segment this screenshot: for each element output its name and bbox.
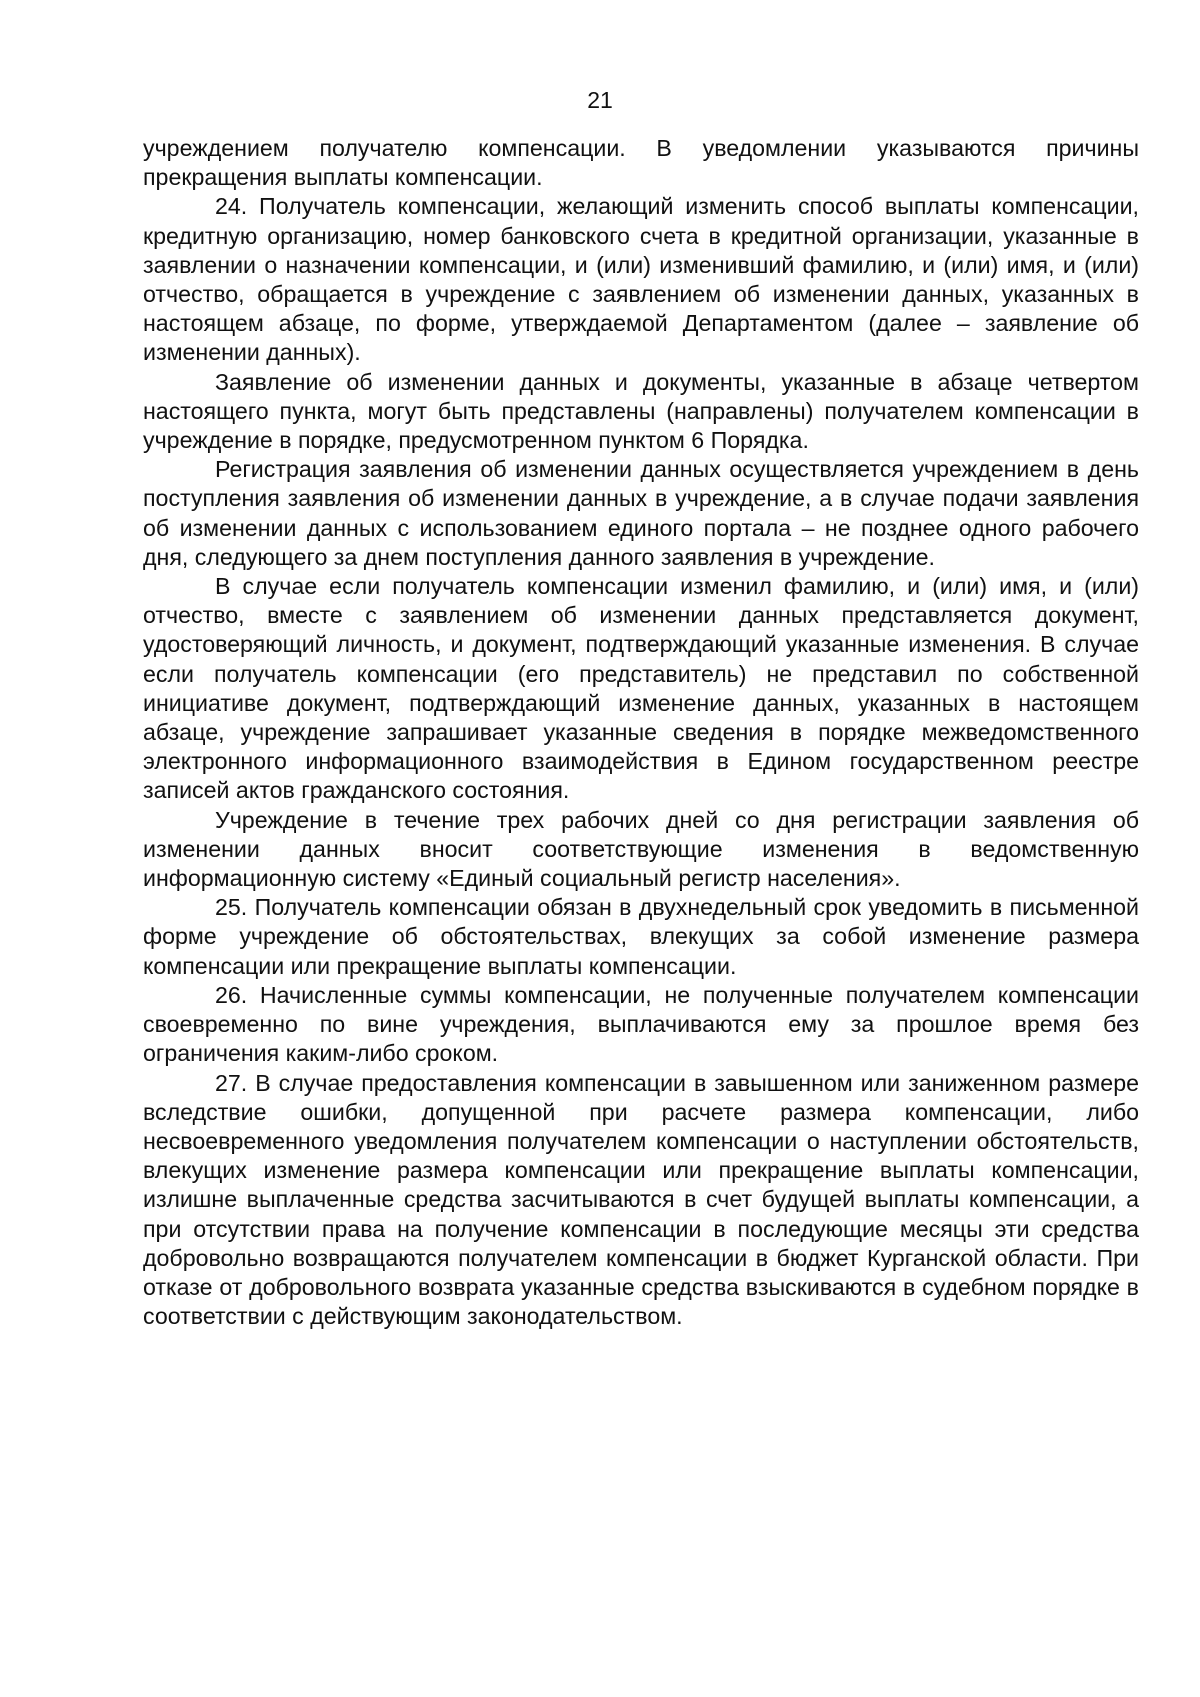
paragraph-registry-update: Учреждение в течение трех рабочих дней со дня регистрации заявления об изменении данных вносит соответствующие изменения в ведомственную информационную систему «Единый социальный регистр населения». <box>143 806 1139 892</box>
paragraph-item-24: 24. Получатель компенсации, желающий изменить способ выплаты компенсации, кредитную организацию, номер банковского счета в кредитной организации, указанные в заявлении о назначении компенсации, и (или) изменивший фамилию, и (или) имя, и (или) отчество, обращается в учреждение с заявлением об изменении данных, указанных в настоящем абзаце, по форме, утверждаемой Департаментом (далее – заявление об изменении данных). <box>143 193 1139 366</box>
paragraph-item-27: 27. В случае предоставления компенсации в завышенном или заниженном размере вследствие ошибки, допущенной при расчете размера компенсации, либо несвоевременного уведомления получателем компенсации о наступлении обстоятельств, влекущих изменение размера компенсации или прекращение выплаты компенсации, излишне выплаченные средства засчитываются в счет будущей выплаты компенсации, а при отсутствии права на получение компенсации в последующие месяцы эти средства добровольно возвращаются получателем компенсации в бюджет Курганской области. При отказе от добровольного возврата указанные средства взыскиваются в судебном порядке в соответствии с действующим законодательством. <box>143 1069 1139 1330</box>
paragraph-continuation: учреждением получателю компенсации. В уведомлении указываются причины прекращения выплаты компенсации. <box>143 135 1139 191</box>
document-body <box>143 134 1139 1331</box>
paragraph-name-change: В случае если получатель компенсации изменил фамилию, и (или) имя, и (или) отчество, вместе с заявлением об изменении данных представляется документ, удостоверяющий личность, и документ, подтверждающий указанные изменения. В случае если получатель компенсации (его представитель) не представил по собственной инициативе документ, подтверждающий изменение данных, указанных в настоящем абзаце, учреждение запрашивает указанные сведения в порядке межведомственного электронного информационного взаимодействия в Едином государственном реестре записей актов гражданского состояния. <box>143 573 1139 804</box>
paragraph-registration: Регистрация заявления об изменении данных осуществляется учреждением в день поступления заявления об изменении данных в учреждение, а в случае подачи заявления об изменении данных с использованием единого портала – не позднее одного рабочего дня, следующего за днем поступления данного заявления в учреждение. <box>143 456 1139 570</box>
page-number: 21 <box>587 87 613 113</box>
paragraph-item-25: 25. Получатель компенсации обязан в двухнедельный срок уведомить в письменной форме учреждение об обстоятельствах, влекущих за собой изменение размера компенсации или прекращение выплаты компенсации. <box>143 894 1139 979</box>
paragraph-item-26: 26. Начисленные суммы компенсации, не полученные получателем компенсации своевременно по вине учреждения, выплачиваются ему за прошлое время без ограничения каким-либо сроком. <box>143 981 1139 1067</box>
paragraph-application-submission: Заявление об изменении данных и документы, указанные в абзаце четвертом настоящего пункта, могут быть представлены (направлены) получателем компенсации в учреждение в порядке, предусмотренном пунктом 6 Порядка. <box>143 368 1139 454</box>
